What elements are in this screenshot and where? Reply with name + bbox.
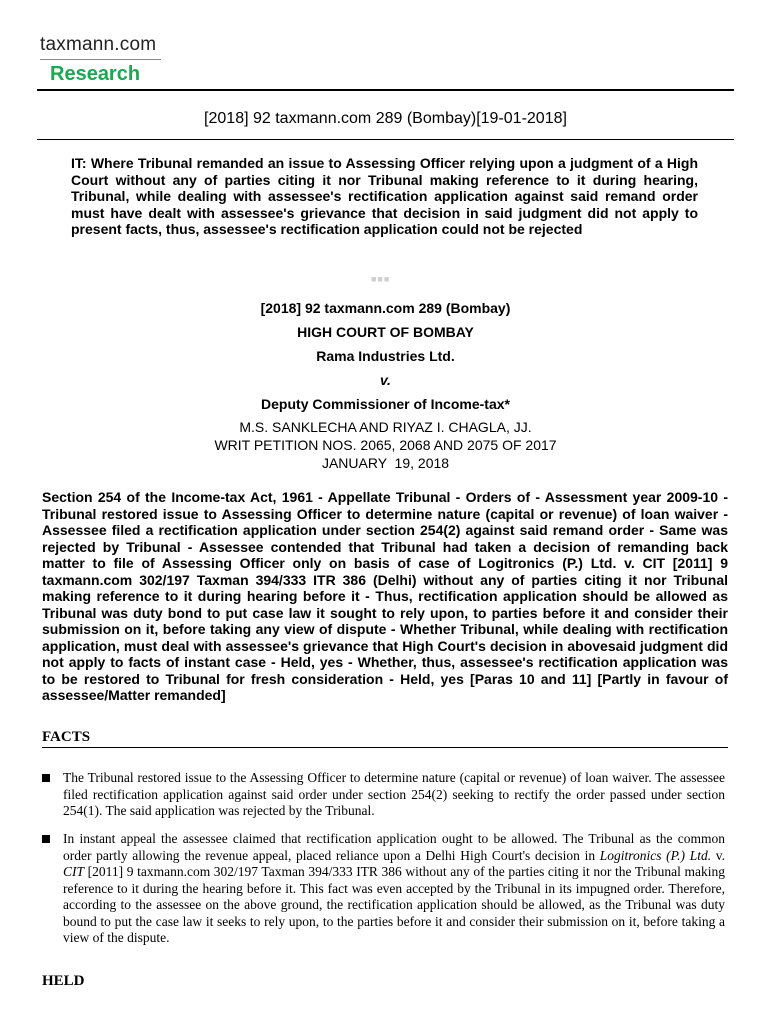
section-separator: ■■■ [371, 274, 391, 284]
judges: M.S. SANKLECHA AND RIYAZ I. CHAGLA, JJ. [239, 419, 532, 435]
taxmann-research-logo [40, 34, 161, 86]
top-rule [37, 89, 734, 91]
court-name: HIGH COURT OF BOMBAY [297, 324, 474, 340]
headnote: IT: Where Tribunal remanded an issue to Assessing Officer relying upon a judgment of a High Court without any of parties citing it nor Tribunal making reference to it during hearing, Tribunal, while dealing with assessee's rectification application against said remand order must have dealt with assessee's grievance that decision in said judgment did not apply to present facts, thus, assessee's rectification application could not be rejected [71, 155, 698, 237]
respondent-name: Deputy Commissioner of Income-tax* [261, 396, 510, 412]
held-heading: HELD [42, 973, 85, 989]
catchword-summary: Section 254 of the Income-tax Act, 1961 - Appellate Tribunal - Orders of - Assessment year 2009-10 - Tribunal restored issue to Assessing Officer to determine nature (capital or revenue) of loan waiver - Assessee filed a rectification application under section 254(2) against said remand order - Same was rejected by Tribunal - Assessee contended that Tribunal had taken a decision of remanding back matter to file of Assessing Officer only on basis of case of Logitronics (P.) Ltd. v. CIT [2011] 9 taxmann.com 302/197 Taxman 394/333 ITR 386 (Delhi) without any of parties citing it nor Tribunal making reference to it during hearing before it - Thus, rectification application should be allowed as Tribunal was duty bond to put case law it sought to rely upon, to parties before it and consider their submission on it, before taking any view of dispute - Whether Tribunal, while dealing with rectification application, must deal with assessee's grievance that High Court's decision in abovesaid judgment did not apply to facts of instant case - Held, yes - Whether, thus, assessee's rectification application was to be restored to Tribunal for fresh consideration - Held, yes [Paras 10 and 11] [Partly in favour of assessee/Matter remanded] [42, 489, 728, 703]
case-name: Logitronics (P.) Ltd. [599, 847, 712, 863]
paragraph-text: In instant appeal the assessee claimed that rectification application ought to be allowed. The Tribunal as the common order partly allowing the revenue appeal, placed reliance upon a Delhi High Court's decision in Logitronics (P.) Ltd. v. CIT [2011] 9 taxmann.com 302/197 Taxman 394/333 ITR 386 without any of the parties citing it nor the Tribunal making reference to it during the hearing before it. This fact was even accepted by the Tribunal in its impugned order. Therefore, according to the assessee on the above ground, the rectification application should be allowed, as the Tribunal was duty bound to put the case law it seeks to rely upon, to the parties before it and consider their submission on it, before taking a view of the dispute. [63, 831, 726, 945]
facts-rule [42, 747, 728, 748]
appellant-name: Rama Industries Ltd. [316, 348, 455, 364]
list-item [42, 770, 725, 820]
logo-wordmark: taxmann.com [40, 34, 157, 55]
page-title: [2018] 92 taxmann.com 289 (Bombay)[19-01-2018] [204, 110, 567, 127]
title-rule [37, 139, 734, 140]
case-citation: [2018] 92 taxmann.com 289 (Bombay) [260, 300, 511, 316]
bullet-square-icon [42, 774, 50, 782]
versus-label: v. [380, 372, 391, 388]
facts-heading: FACTS [42, 729, 91, 745]
logo-research-label: Research [50, 63, 141, 85]
case-header [37, 296, 734, 472]
petition-numbers: WRIT PETITION NOS. 2065, 2068 AND 2075 OF 2017 [214, 437, 557, 453]
bullet-square-icon [42, 835, 50, 843]
paragraph-text: The Tribunal restored issue to the Assessing Officer to determine nature (capital or revenue) of loan waiver. The assessee filed rectification application against said order under section 254(2) seeking to rectify the order passed under section 254(1). The said application was rejected by the Tribunal. [63, 770, 725, 818]
logo-divider [40, 59, 161, 60]
list-item [42, 831, 725, 947]
judgment-date: JANUARY 19, 2018 [321, 455, 450, 471]
cit-name: CIT [63, 864, 85, 879]
